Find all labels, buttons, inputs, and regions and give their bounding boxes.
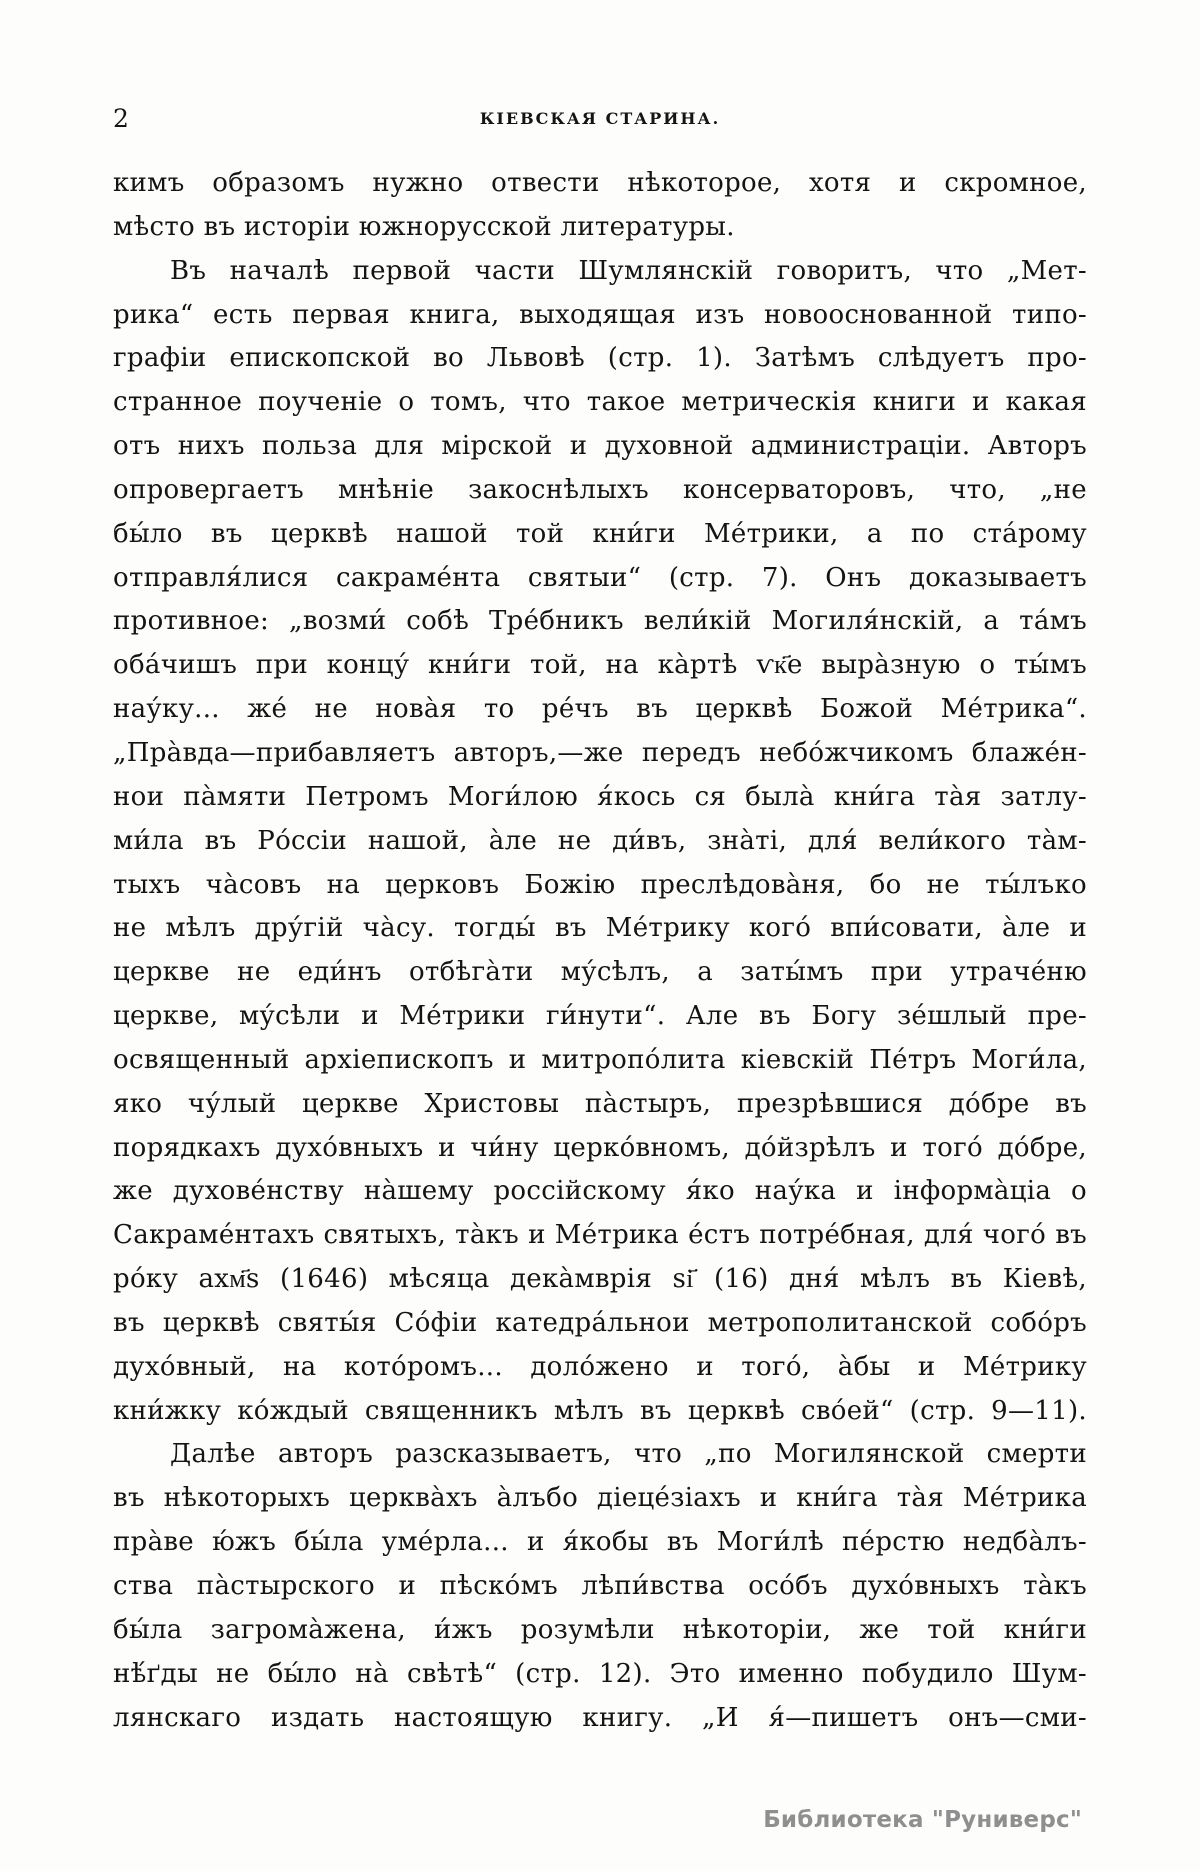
text-line: пра̀ве ю́жъ бы́ла уме́рла... и я́кобы въ Моги́лѣ пе́рстю недба̀лъ- bbox=[113, 1527, 1087, 1558]
text-line: же духове́нству на̀шему россійскому я́ко нау́ка и інформа̀ціа о bbox=[113, 1176, 1087, 1207]
text-line: отъ нихъ польза для мірской и духовной администраціи. Авторъ bbox=[113, 431, 1087, 462]
text-line: „Пра̀вда—прибавляетъ авторъ,—же передъ небо́жчикомъ блаже́н- bbox=[113, 737, 1087, 768]
text-line: противное: „возми́ собѣ Тре́бникъ вели́кій Могиля́нскій, а та́мъ bbox=[113, 606, 1087, 637]
text-line: въ церквѣ святы́я Со́фіи катедра́льнои метрополитанской собо́ръ bbox=[113, 1307, 1087, 1338]
text-line: Сакраме́нтахъ святыхъ, та̀къ и Ме́трика е́стъ потре́бная, для́ чого́ въ bbox=[113, 1220, 1087, 1251]
text-line: нои па̀мяти Петромъ Моги́лою я́кось ся была̀ кни́га та̀я затлу- bbox=[113, 781, 1087, 812]
text-line: въ нѣкоторыхъ церква̀хъ а̀лъбо діеце́зіахъ и кни́га та̀я Ме́трика bbox=[113, 1483, 1087, 1514]
text-line: бы́ла загрома̀жена, и́жъ розумѣли нѣкоторіи, же той кни́ги bbox=[113, 1614, 1087, 1645]
journal-header-title: КІЕВСКАЯ СТАРИНА. bbox=[479, 109, 721, 128]
text-line: тыхъ ча̀совъ на церковъ Божію преслѣдова̀ня, бо не ты́лъко bbox=[113, 869, 1087, 900]
body-text bbox=[113, 162, 1087, 1740]
text-line: яко чу́лый церкве Христовы па̀стыръ, презрѣвшися до́бре въ bbox=[113, 1088, 1087, 1119]
text-line: мѣсто въ исторіи южнорусской литературы. bbox=[113, 211, 735, 242]
text-line: Въ началѣ первой части Шумлянскій говоритъ, что „Мет- bbox=[170, 255, 1087, 286]
text-line: Далѣе авторъ разсказываетъ, что „по Могилянской смерти bbox=[170, 1439, 1087, 1470]
text-line: кни́жку ко́ждый священникъ мѣлъ въ церквѣ сво́ей“ (стр. 9—11). bbox=[113, 1395, 1087, 1426]
text-line: отправля́лися сакраме́нта святыи“ (стр. 7). Онъ доказываетъ bbox=[113, 562, 1087, 593]
text-line: церкве не еди́нъ отбѣга̀ти му́сѣлъ, а заты́мъ при утраче́ню bbox=[113, 957, 1087, 988]
text-line: ро́ку ахм҃ѕ (1646) мѣсяца дека̀мврія ѕі҃ (16) дня́ мѣлъ въ Кіевѣ, bbox=[113, 1264, 1087, 1295]
page-number: 2 bbox=[113, 104, 129, 133]
watermark-label: Библиотека "Руниверс" bbox=[763, 1807, 1082, 1833]
text-line: оба́чишъ при концу́ кни́ги той, на ка̀ртѣ ѵк҃е выра̀зную о ты́мъ bbox=[113, 650, 1087, 681]
text-line: порядкахъ духо́вныхъ и чи́ну церко́вномъ, до́йзрѣлъ и того́ до́бре, bbox=[113, 1132, 1087, 1163]
text-line: церкве, му́сѣли и Ме́трики ги́нути“. Але въ Богу зе́шлый пре- bbox=[113, 1001, 1087, 1032]
text-line: рика“ есть первая книга, выходящая изъ новооснованной типо- bbox=[113, 299, 1087, 330]
text-line: ства па̀стырского и пѣско́мъ лѣпи́вства осо́бъ духо́вныхъ та̀къ bbox=[113, 1571, 1087, 1601]
text-line: не мѣлъ дру́гій ча̀су. тогды́ въ Ме́трику кого́ впи́совати, а̀ле и bbox=[113, 913, 1087, 944]
page-header bbox=[113, 103, 1087, 139]
text-line: нау́ку... же́ не нова̀я то ре́чъ въ церквѣ Божой Ме́трика“. bbox=[113, 694, 1087, 725]
text-line: бы́ло въ церквѣ нашой той кни́ги Ме́трики, а по ста́рому bbox=[113, 518, 1087, 549]
text-line: нѣ́ґды не бы́ло на̀ свѣтѣ“ (стр. 12). Это именно побудило Шум- bbox=[113, 1658, 1087, 1689]
text-line: кимъ образомъ нужно отвести нѣкоторое, хотя и скромное, bbox=[113, 168, 1087, 198]
text-line: ми́ла въ Ро́ссіи нашой, а̀ле не ди́въ, зна̀ті, для́ вели́кого та̀м- bbox=[113, 825, 1087, 856]
text-line: странное поученіе о томъ, что такое метрическія книги и какая bbox=[113, 387, 1087, 418]
text-line: лянскаго издать настоящую книгу. „И я́—пишетъ онъ—сми- bbox=[113, 1702, 1087, 1733]
text-line: духо́вный, на кото́ромъ... доло́жено и того́, а̀бы и Ме́трику bbox=[113, 1351, 1087, 1382]
text-line: освященный архіепископъ и митропо́лита кіевскій Пе́тръ Моги́ла, bbox=[113, 1044, 1087, 1075]
text-line: графіи епископской во Львовѣ (стр. 1). Затѣмъ слѣдуетъ про- bbox=[113, 343, 1087, 374]
text-line: опровергаетъ мнѣніе закоснѣлыхъ консерваторовъ, что, „не bbox=[113, 474, 1087, 505]
